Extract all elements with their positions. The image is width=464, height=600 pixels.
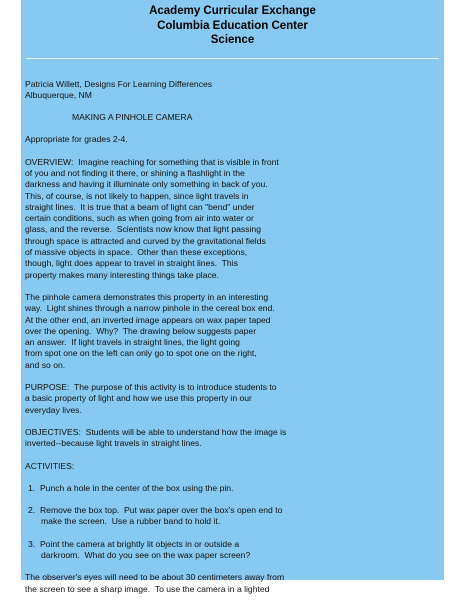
text-line: over the opening. Why? The drawing below suggests paper bbox=[25, 325, 257, 336]
text-line: the screen to see a sharp image. To use the camera in a lighted bbox=[25, 583, 270, 594]
overview-paragraph bbox=[25, 157, 440, 281]
header-line-3: Science bbox=[210, 34, 255, 46]
header-line-2: Columbia Education Center bbox=[157, 19, 308, 32]
activity-text: Remove the box top. Put wax paper over the box's open end to bbox=[39, 505, 283, 516]
activity-item bbox=[25, 483, 440, 494]
activities-heading: ACTIVITIES: bbox=[25, 460, 75, 471]
activity-number: 3. bbox=[28, 538, 36, 549]
objectives-paragraph bbox=[25, 427, 440, 450]
activity-item bbox=[25, 539, 440, 562]
text-line: property makes many interesting things take place. bbox=[25, 269, 219, 280]
text-line: through space is attracted and curved by the gravitational fields bbox=[25, 235, 266, 246]
header-divider bbox=[26, 58, 439, 59]
text-line: OVERVIEW: Imagine reaching for something that is visible in front bbox=[25, 156, 279, 167]
text-line: certain conditions, such as when going from air into water or bbox=[25, 213, 254, 224]
activity-item bbox=[25, 505, 440, 528]
text-line: though, light does appear to travel in straight lines. This bbox=[25, 258, 238, 269]
author-name: Patricia Willett, Designs For Learning Differences bbox=[25, 78, 213, 89]
activity-text: Punch a hole in the center of the box using the pin. bbox=[39, 482, 234, 493]
activity-text: make the screen. Use a rubber band to hold it. bbox=[41, 516, 221, 527]
text-line: glass, and the reverse. Scientists now know that light passing bbox=[25, 224, 261, 235]
purpose-paragraph bbox=[25, 382, 440, 416]
text-line: At the other end, an inverted image appears on wax paper taped bbox=[25, 314, 271, 325]
lesson-title: MAKING A PINHOLE CAMERA bbox=[72, 112, 193, 123]
text-line: straight lines. It is true that a beam of light can "bend" under bbox=[25, 201, 255, 212]
author-location: Albuquerque, NM bbox=[25, 89, 92, 100]
pinhole-paragraph bbox=[25, 292, 440, 371]
activity-number: 2. bbox=[28, 505, 36, 516]
text-line: This, of course, is not likely to happen, since light travels in bbox=[25, 190, 249, 201]
text-line: a basic property of light and how we use this property in our bbox=[25, 393, 252, 404]
activity-number: 1. bbox=[28, 482, 36, 493]
header-line-1: Academy Curricular Exchange bbox=[149, 5, 316, 17]
text-line: The observer's eyes will need to be about 30 centimeters away from bbox=[25, 572, 285, 583]
text-line: OBJECTIVES: Students will be able to understand how the image is bbox=[25, 426, 287, 437]
observer-paragraph bbox=[25, 572, 440, 595]
text-line: of massive objects in space. Other than these exceptions, bbox=[25, 247, 248, 258]
text-line: darkness and having it illuminate only something in back of you. bbox=[25, 179, 268, 190]
activity-text: darkroom. What do you see on the wax paper screen? bbox=[41, 550, 251, 560]
activity-text: Point the camera at brightly lit objects in or outside a bbox=[39, 538, 240, 549]
text-line: The pinhole camera demonstrates this property in an interesting bbox=[25, 291, 269, 302]
text-line: from spot one on the left can only go to spot one on the right, bbox=[25, 348, 257, 359]
text-line: inverted--because light travels in straight lines. bbox=[25, 438, 202, 449]
grade-range: Appropriate for grades 2-4. bbox=[25, 134, 128, 145]
text-line: and so on. bbox=[25, 359, 66, 370]
text-line: way. Light shines through a narrow pinhole in the cereal box end. bbox=[25, 303, 275, 314]
text-line: an answer. If light travels in straight lines, the light going bbox=[25, 337, 240, 348]
document-panel bbox=[21, 0, 444, 594]
text-line: of you and not finding it there, or shining a flashlight in the bbox=[25, 167, 245, 178]
text-line: PURPOSE: The purpose of this activity is to introduce students to bbox=[25, 382, 277, 393]
text-line: everyday lives. bbox=[25, 404, 82, 415]
document-body bbox=[21, 79, 444, 595]
